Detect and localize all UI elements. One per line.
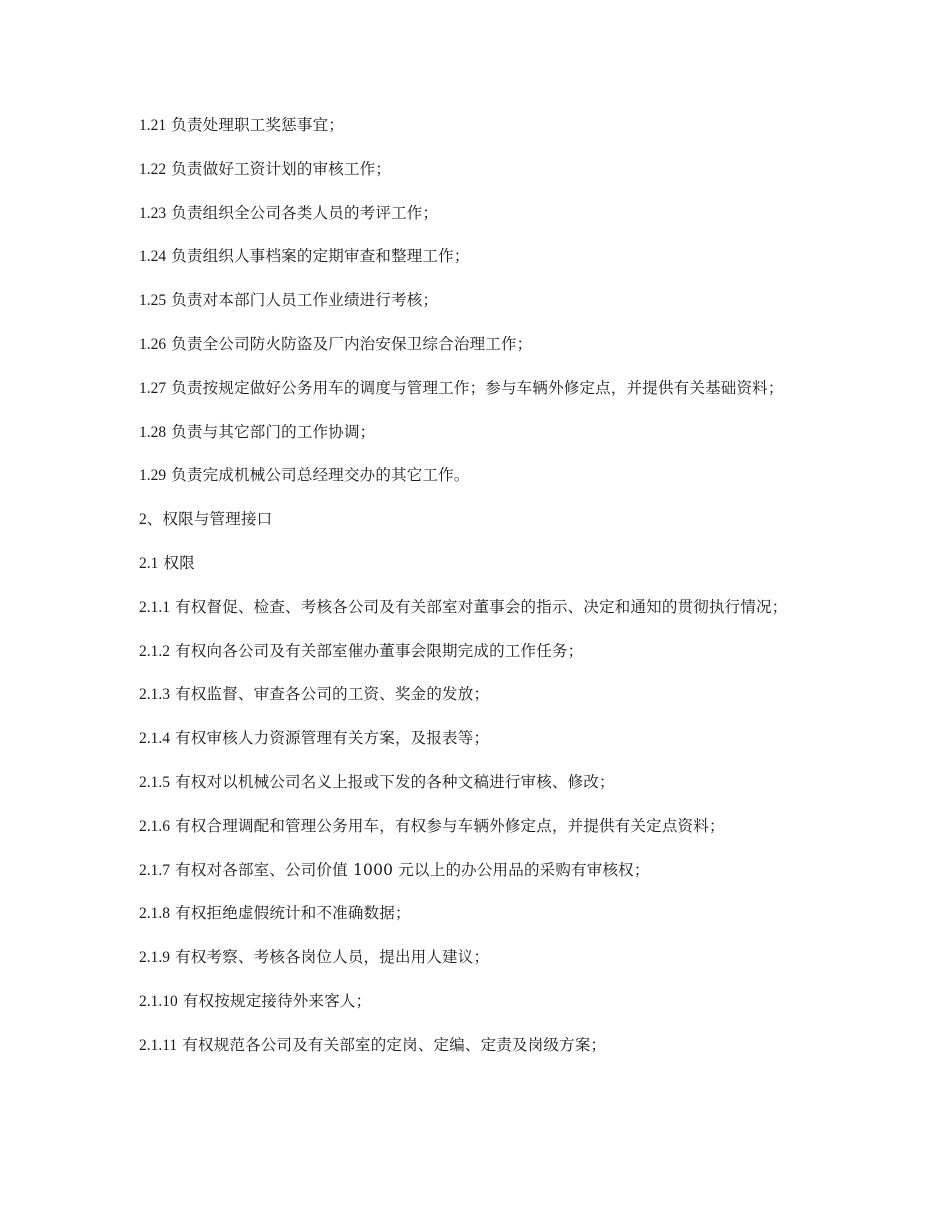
clause-number: 1.29 — [139, 467, 167, 485]
clause-number: 2.1.4 — [139, 730, 170, 748]
paragraph-1-24 — [139, 244, 811, 270]
section-title: 、权限与管理接口 — [146, 510, 273, 529]
clause-number: 1.28 — [139, 423, 167, 441]
clause-text: 有权监督、审查各公司的工资、奖金的发放； — [175, 685, 490, 704]
clause-number: 1.21 — [139, 117, 167, 134]
clause-text: 有权督促、检查、考核各公司及有关部室对董事会的指示、决定和通知的贯彻执行情况； — [175, 597, 788, 616]
clause-text: 有权考察、考核各岗位人员，提出用人建议； — [175, 948, 490, 967]
section-number: 2.1 — [139, 554, 159, 572]
section-heading-2 — [139, 507, 811, 533]
paragraph-2-1-3 — [139, 682, 811, 708]
clause-number: 1.25 — [139, 292, 167, 310]
paragraph-1-28 — [139, 420, 811, 446]
clause-number: 2.1.3 — [139, 686, 170, 704]
paragraph-2-1-8 — [139, 901, 811, 927]
paragraph-2-1-4 — [139, 726, 811, 752]
clause-text: 负责按规定做好公务用车的调度与管理工作；参与车辆外修定点，并提供有关基础资料； — [171, 378, 784, 397]
paragraph-2-1-2 — [139, 639, 811, 665]
clause-number: 2.1.6 — [139, 817, 170, 835]
clause-text: 有权按规定接待外来客人； — [182, 991, 372, 1010]
paragraph-1-27 — [139, 376, 811, 402]
clause-number: 2.1.8 — [139, 905, 170, 923]
clause-number: 1.26 — [139, 335, 167, 353]
clause-text: 有权审核人力资源管理有关方案，及报表等； — [175, 729, 490, 748]
clause-number: 2.1.1 — [139, 598, 170, 616]
paragraph-2-1-10 — [139, 989, 811, 1015]
clause-text: 负责对本部门人员工作业绩进行考核； — [171, 291, 439, 310]
paragraph-2-1-6 — [139, 814, 811, 840]
clause-number: 2.1.2 — [139, 642, 170, 660]
document-body — [139, 113, 811, 1077]
clause-number: 2.1.5 — [139, 773, 170, 791]
clause-text: 有权拒绝虚假统计和不准确数据； — [175, 904, 411, 923]
clause-text: 有权合理调配和管理公务用车，有权参与车辆外修定点，并提供有关定点资料； — [175, 816, 725, 835]
paragraph-1-29 — [139, 463, 811, 489]
clause-text: 负责组织全公司各类人员的考评工作； — [171, 203, 439, 222]
clause-number: 1.23 — [139, 204, 167, 222]
section-number: 2 — [139, 511, 147, 529]
clause-text: 有权向各公司及有关部室催办董事会限期完成的工作任务； — [175, 641, 584, 660]
paragraph-2-1-11 — [139, 1033, 811, 1059]
clause-text: 负责处理职工奖惩事宜； — [171, 116, 344, 134]
paragraph-2-1-7 — [139, 858, 811, 884]
clause-number: 2.1.7 — [139, 861, 170, 879]
paragraph-1-23 — [139, 201, 811, 227]
clause-text: 负责与其它部门的工作协调； — [171, 422, 376, 441]
section-heading-2-1 — [139, 551, 811, 577]
clause-number: 2.1.9 — [139, 949, 170, 967]
clause-text: 有权规范各公司及有关部室的定岗、定编、定责及岗级方案； — [182, 1035, 607, 1054]
clause-text: 负责全公司防火防盗及厂内治安保卫综合治理工作； — [171, 334, 533, 353]
clause-text: 有权对以机械公司名义上报或下发的各种文稿进行审核、修改； — [175, 772, 615, 791]
clause-number: 1.22 — [139, 160, 167, 178]
paragraph-2-1-9 — [139, 945, 811, 971]
clause-number: 1.24 — [139, 248, 167, 266]
paragraph-1-21 — [139, 113, 811, 139]
clause-text: 负责做好工资计划的审核工作； — [171, 159, 392, 178]
section-title: 权限 — [163, 553, 195, 572]
paragraph-1-26 — [139, 332, 811, 358]
clause-text: 负责组织人事档案的定期审查和整理工作； — [171, 247, 470, 266]
clause-number: 2.1.10 — [139, 992, 178, 1010]
clause-text: 负责完成机械公司总经理交办的其它工作。 — [171, 466, 470, 485]
paragraph-1-22 — [139, 157, 811, 183]
clause-number: 2.1.11 — [139, 1036, 178, 1054]
paragraph-2-1-5 — [139, 770, 811, 796]
clause-number: 1.27 — [139, 379, 167, 397]
paragraph-1-25 — [139, 288, 811, 314]
clause-text: 有权对各部室、公司价值 1000 元以上的办公用品的采购有审核权； — [175, 860, 650, 879]
paragraph-2-1-1 — [139, 595, 811, 621]
